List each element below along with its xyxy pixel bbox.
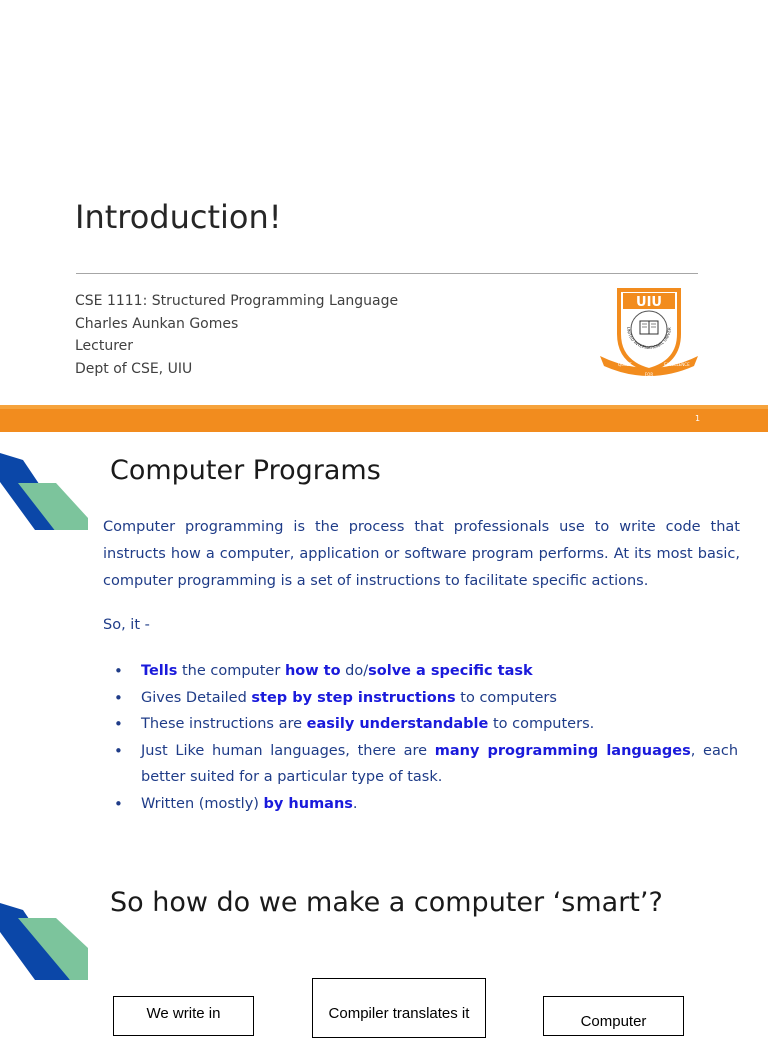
- bullet-item: • Tells the computer how to do/solve a specific task: [112, 658, 738, 685]
- definition-paragraph: Computer programming is the process that professionals use to write code that instructs how a computer, application or software program performs. At its most basic, computer programming is a set of instructions to facilitate specific actions.: [103, 519, 740, 589]
- flow-box-computer: Computer: [543, 996, 684, 1036]
- bullet-item: • Just Like human languages, there are many programming languages, each better suited for a particular type of task.: [112, 738, 738, 791]
- footer-band: [0, 409, 768, 432]
- lead-in-text: So, it -: [103, 617, 150, 633]
- title-divider: [76, 273, 698, 274]
- svg-text:EXCELLENCE: EXCELLENCE: [664, 362, 690, 367]
- department: Dept of CSE, UIU: [75, 360, 193, 377]
- logo-acronym: UIU: [636, 295, 662, 310]
- logo-ring-text: UNITED INTERNATIONAL UNIVER: [625, 326, 673, 351]
- bullet-item: • Written (mostly) by humans.: [112, 791, 738, 818]
- university-logo: [594, 282, 704, 382]
- course-name: CSE 1111: Structured Programming Language: [75, 293, 399, 309]
- svg-text:FOR: FOR: [644, 372, 654, 377]
- flow-box-compiler: [312, 978, 486, 1038]
- page-number: 1: [695, 414, 701, 423]
- corner-chevron-decoration: [0, 440, 90, 530]
- slide-title: Computer Programs: [110, 455, 381, 486]
- bullet-list: [112, 658, 738, 817]
- course-info: [75, 290, 398, 380]
- lecturer-role: Lecturer: [75, 338, 134, 354]
- slide-title: Introduction!: [75, 198, 282, 236]
- lecturer-name: Charles Aunkan Gomes: [75, 315, 239, 332]
- corner-chevron-decoration: [0, 890, 90, 980]
- svg-text:QUEST: QUEST: [618, 362, 632, 367]
- bullet-item: • Gives Detailed step by step instructions to computers: [112, 685, 738, 712]
- bullet-item: • These instructions are easily understandable to computers.: [112, 711, 738, 738]
- slide-title: So how do we make a computer ‘smart’?: [110, 887, 663, 918]
- flow-box-compiler-label: Compiler translates it: [328, 1005, 470, 1022]
- flow-box-write: We write in: [113, 996, 254, 1036]
